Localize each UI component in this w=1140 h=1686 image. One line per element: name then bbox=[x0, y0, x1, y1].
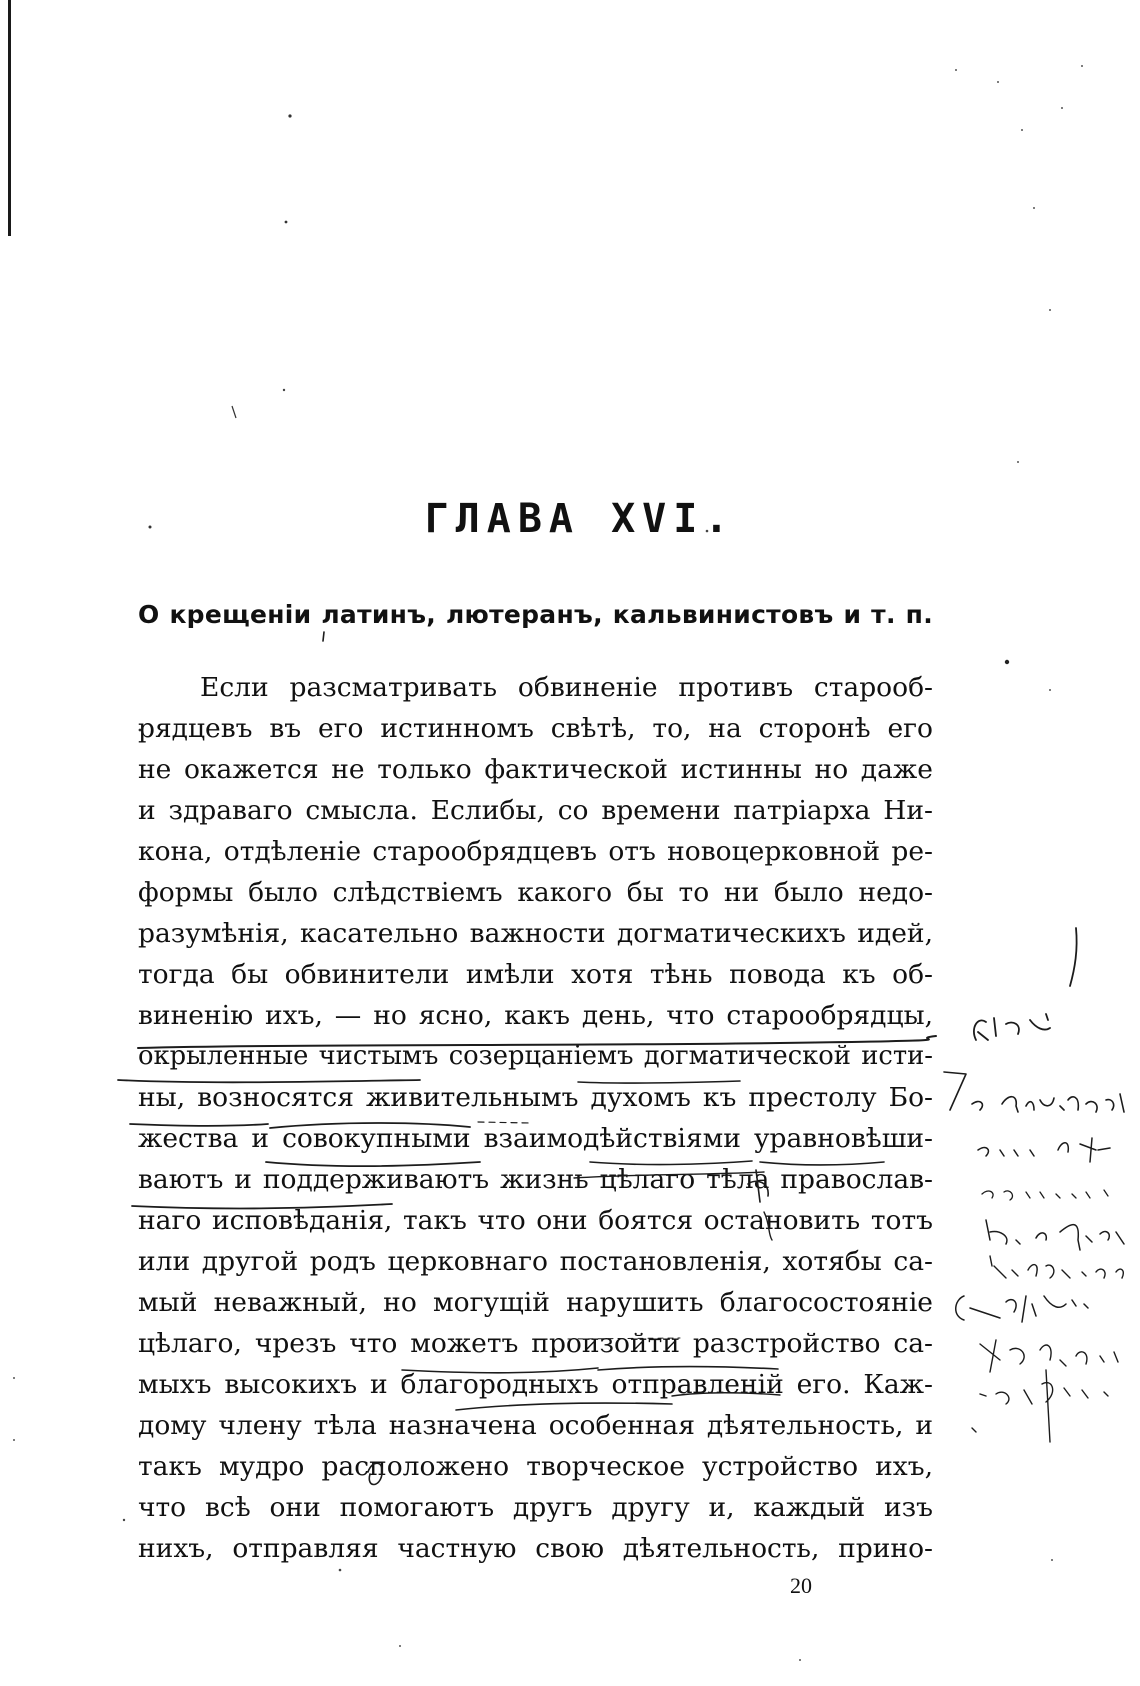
text-line: что всѣ они помогаютъ другъ другу и, каждый изъ bbox=[138, 1492, 933, 1523]
text-line: Если разсматривать обвиненіе противъ старооб- bbox=[200, 672, 933, 703]
text-line: и здраваго смысла. Еслибы, со времени патріарха Ни- bbox=[138, 795, 933, 826]
text-line: не окажется не только фактической истинны но даже bbox=[138, 754, 933, 785]
text-line: ваютъ и поддерживаютъ жизнь цѣлаго тѣла православ- bbox=[138, 1164, 933, 1195]
text-line: тогда бы обвинители имѣли хотя тѣнь повода къ об- bbox=[138, 959, 933, 990]
section-title: О крещеніи латинъ, лютеранъ, кальвинистовъ и т. п. bbox=[138, 600, 933, 629]
text-line: виненію ихъ, — но ясно, какъ день, что старообрядцы, bbox=[138, 1000, 933, 1031]
text-line: мыхъ высокихъ и благородныхъ отправленій его. Каж- bbox=[138, 1369, 933, 1400]
text-line: цѣлаго, чрезъ что можетъ произойти разстройство са- bbox=[138, 1328, 933, 1359]
text-line: окрыленные чистымъ созерцаніемъ догматической исти- bbox=[138, 1041, 933, 1071]
page-number: 20 bbox=[790, 1573, 812, 1598]
text-line: разумѣнія, касательно важности догматическихъ идей, bbox=[138, 918, 933, 949]
text-line: такъ мудро расположено творческое устройство ихъ, bbox=[138, 1451, 933, 1482]
chapter-heading: ГЛАВА XVI. bbox=[424, 496, 736, 542]
text-line: наго исповѣданія, такъ что они боятся остановить тотъ bbox=[138, 1205, 933, 1236]
body-text bbox=[138, 667, 933, 1569]
text-line: дому члену тѣла назначена особенная дѣятельность, и bbox=[138, 1410, 933, 1441]
text-line: мый неважный, но могущій нарушить благосостояніе bbox=[138, 1287, 933, 1318]
text-line: ны, возносятся живительнымъ духомъ къ престолу Бо- bbox=[138, 1082, 933, 1113]
text-line: или другой родъ церковнаго постановленія, хотябы са- bbox=[138, 1246, 933, 1277]
text-line: нихъ, отправляя частную свою дѣятельность, прино- bbox=[138, 1533, 933, 1564]
text-line: жества и совокупными взаимодѣйствіями уравновѣши- bbox=[138, 1123, 933, 1154]
text-line: формы было слѣдствіемъ какого бы то ни было недо- bbox=[138, 877, 933, 908]
text-line: кона, отдѣленіе старообрядцевъ отъ новоцерковной ре- bbox=[138, 836, 933, 867]
text-line: рядцевъ въ его истинномъ свѣтѣ, то, на сторонѣ его bbox=[138, 713, 933, 744]
